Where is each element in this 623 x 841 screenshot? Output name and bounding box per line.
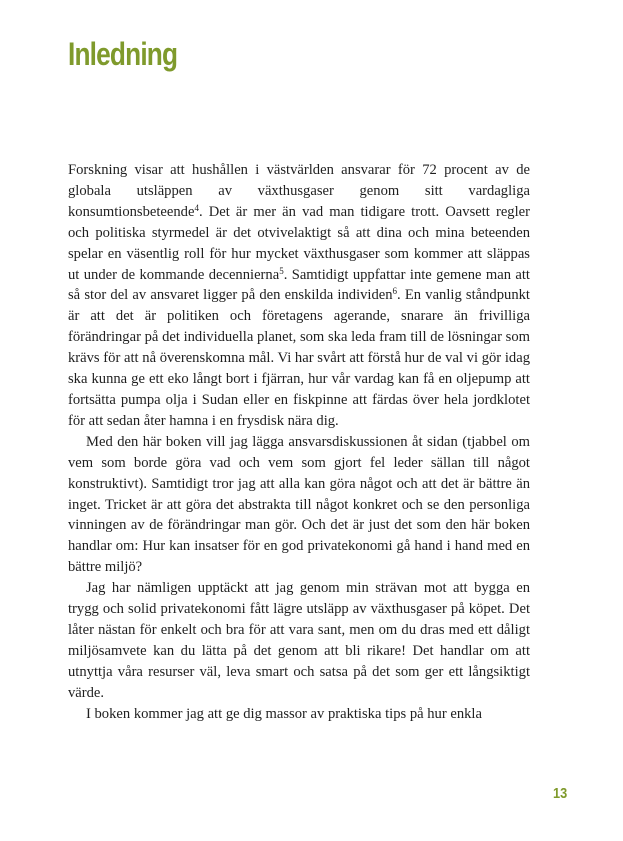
footnote-ref-5: 5 [279, 265, 284, 276]
body-text [68, 160, 530, 724]
footnote-ref-6: 6 [392, 286, 398, 297]
paragraph-1-text-1: Forskning visar att hushållen i västvärlden ansvarar för 72 procent av de globala utsläppen av växthusgaser genom sitt vardagliga konsumtionsbeteende [68, 162, 530, 220]
paragraph-1-text-2: . Det är mer än vad man tidigare trott. Oavsett regler och politiska styrmedel är det otvivelaktigt så att dina och mina beteenden spelar en väsentlig roll för hur mycket växthusgaser som kommer att släppas ut under de kommande decennierna [68, 203, 530, 283]
paragraph-1-text-4: . En vanlig ståndpunkt är att det är politiken och företagens agerande, snarare än frivilliga förändringar på det individuella planet, som ska leda fram till de lösningar som krävs för att nå överenskomna mål. Vi har svårt att förstå hur de val vi gör idag ska kunna ge ett eko långt bort i fjärran, hur vår vardag kan få en oljepump att fortsätta pumpa olja i Sudan eller en fiskpinne att färdas över hela jordklotet för att sedan åter hamna i en frysdisk nära dig. [68, 287, 530, 429]
paragraph-1-text-3: . Samtidigt uppfattar inte gemene man att så stor del av ansvaret ligger på den enskilda individen [68, 266, 530, 304]
page-number: 13 [553, 785, 568, 802]
paragraph-3: Jag har nämligen upptäckt att jag genom min strävan mot att bygga en trygg och solid privatekonomi fått lägre utsläpp av växthusgaser på köpet. Det låter nästan för enkelt och bra för att vara sant, men om du dras med ett dåligt miljösamvete kan du lätta på det genom att bli rikare! Det handlar om att utnyttja våra resurser väl, leva smart och satsa på det som ger ett långsiktigt värde. [68, 580, 530, 701]
paragraph-1 [68, 160, 530, 432]
footnote-ref-4: 4 [194, 202, 199, 213]
paragraph-4: I boken kommer jag att ge dig massor av praktiska tips på hur enkla [86, 705, 482, 722]
paragraph-2: Med den här boken vill jag lägga ansvarsdiskussionen åt sidan (tjabbel om vem som borde göra vad och vem som gjort fel leder sällan till något konstruktivt). Samtidigt tror jag att alla kan göra något och att det är bättre än inget. Tricket är att göra det abstrakta till något konkret och se den personliga vinningen av de förändringar man gör. Och det är just det som den här boken handlar om: Hur kan insatser för en god privatekonomi gå hand i hand med en bättre miljö? [68, 433, 530, 576]
chapter-heading: Inledning [68, 36, 178, 72]
